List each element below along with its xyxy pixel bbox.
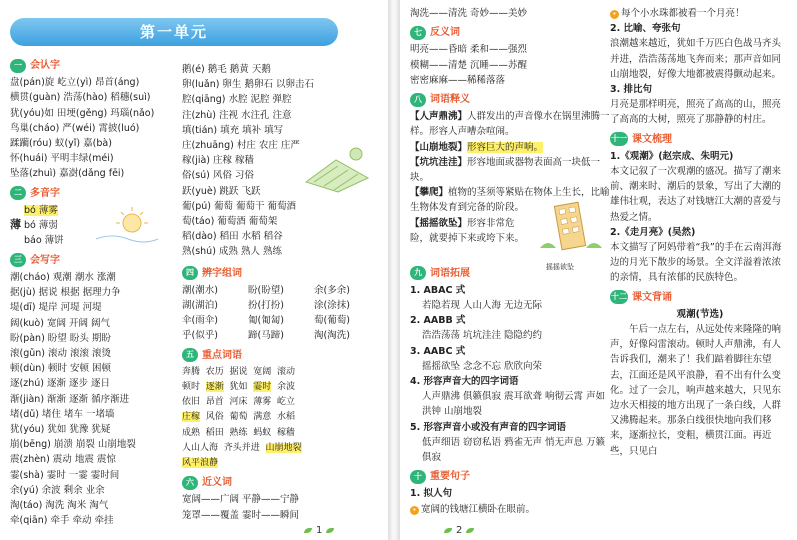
section-badge: 十二	[610, 290, 628, 304]
word: 奔腾	[182, 366, 201, 377]
table-cell: 余(多余)	[314, 284, 350, 296]
ju-line	[410, 502, 610, 517]
section-badge: 六	[182, 476, 198, 490]
tuo-body: 人声鼎沸 俱籁俱寂 震耳欲聋 响彻云霄 声如洪钟 山崩地裂	[422, 391, 606, 418]
definition: 人群发出的声音像水在锅里沸腾一样。形容人声嘈杂喧闹。	[410, 111, 610, 138]
word: 山崩地裂	[265, 442, 302, 453]
list-item: 庄(zhuāng) 村庄 农庄 庄严	[182, 140, 300, 152]
section-title: 词语释义	[430, 94, 470, 106]
middle-column	[182, 62, 382, 523]
section-badge: 三	[10, 253, 26, 267]
list-item: 密密麻麻——稀稀落落	[410, 74, 506, 86]
list-item: 阔(kuò) 宽阔 开阔 阔气	[10, 317, 111, 329]
section-title: 重点词语	[202, 349, 242, 361]
zhong-table	[182, 365, 382, 471]
table-cell: 伞(雨伞)	[182, 315, 218, 327]
section-bei	[610, 290, 790, 305]
list-item: 余(yú) 余波 剩余 业余	[10, 484, 105, 496]
word: 河床	[229, 397, 248, 408]
word: 成熟	[182, 427, 201, 438]
paragraph: 月亮是那样明亮，照亮了高高的山，照亮了高高的大树，照亮了那静静的村庄。	[610, 99, 782, 126]
table-row	[182, 395, 382, 410]
section-zhong	[182, 348, 382, 363]
jin-list	[182, 492, 382, 522]
word: 逐渐	[205, 382, 224, 393]
ju-head: 1. 拟人句	[410, 488, 453, 500]
word: 霎时	[253, 382, 272, 393]
list-item: 腔(qiāng) 水腔 泥腔 弹腔	[182, 94, 292, 106]
table-row	[182, 313, 382, 328]
page-number-text: 2	[456, 525, 463, 536]
table-cell: 萄(葡萄)	[314, 315, 350, 327]
table-row	[182, 283, 382, 298]
section-tuo	[410, 266, 610, 281]
list-item: 渐(jiàn) 渐渐 逐渐 循序渐进	[10, 393, 130, 405]
p2-right-column	[610, 6, 790, 459]
list-item: 稻(dào) 稻田 水稻 稻谷	[182, 231, 283, 243]
table-row	[182, 456, 382, 471]
word: 稼穑	[277, 427, 296, 438]
tuo-body: 摇摇欲坠 念念不忘 欣欣向荣	[422, 360, 543, 372]
section-badge: 一	[10, 59, 26, 73]
section-ci-shi	[410, 92, 610, 107]
table-row	[182, 380, 382, 395]
list-item: 霎(shà) 霎时 一霎 霎时间	[10, 469, 120, 481]
list-item: 堵(dǔ) 堵住 堵车 一堵墙	[10, 408, 115, 420]
word: 蚂蚁	[253, 427, 272, 438]
definition: 形容地面或器物表面高一块低一块。	[410, 156, 601, 184]
leaning-building-illustration-icon	[538, 198, 604, 260]
list-item: 崩(bēng) 崩溃 崩裂 山崩地裂	[10, 439, 136, 451]
section-hui-ren	[10, 58, 180, 73]
list-item: 填(tián) 填充 填补 填写	[182, 124, 284, 136]
section-title: 反义词	[430, 27, 460, 39]
ci-shi-item-with-image	[410, 216, 610, 271]
tuo-body: 浩浩荡荡 坑坑洼洼 隐隐约约	[422, 330, 543, 342]
list-item: 盼(pàn) 盼望 盼头 期盼	[10, 332, 111, 344]
table-cell: 潮(潮水)	[182, 284, 218, 296]
list-item: 笼罩——覆盖 霎时——瞬间	[182, 509, 300, 521]
word: 风平浪静	[182, 458, 219, 469]
tuo-head: 2. AABB 式	[410, 315, 466, 327]
section-badge: 九	[410, 266, 426, 280]
hui-xie-list	[10, 270, 180, 528]
section-title: 多音字	[30, 187, 60, 199]
ci-shi-item	[410, 140, 610, 155]
page-number	[440, 525, 478, 536]
table-cell: 乎(似乎)	[182, 330, 218, 342]
right-page	[400, 0, 797, 540]
list-item: 据(jù) 据说 根据 据理力争	[10, 287, 121, 299]
duo-yin-block	[10, 203, 180, 249]
section-duo-yin	[10, 186, 180, 201]
list-item: bó 薄弱	[24, 220, 58, 232]
bian-table	[182, 283, 382, 344]
term: 【人声鼎沸】	[410, 111, 468, 123]
list-item: 盘(pán)旋 屹立(yì) 昂首(áng)	[10, 77, 140, 89]
list-item: 怀(huái) 平明丰绿(méi)	[10, 153, 114, 165]
list-item: 熟(shú) 成熟 熟人 熟练	[182, 246, 282, 258]
duo-yin-char: 薄	[10, 217, 21, 231]
word: 稻田	[205, 427, 224, 438]
section-hui-xie	[10, 253, 180, 268]
paragraph: 本文描写了阿妈带着“我”的手在云南洱海边的月光下散步的场景。全文洋溢着浓浓的亲情，具有浓郁的民族特色。	[610, 242, 782, 284]
section-fan	[410, 25, 610, 40]
word: 余波	[277, 382, 296, 393]
list-item: bó 薄雾	[24, 204, 58, 216]
term: 【坑坑洼洼】	[410, 156, 468, 168]
table-row	[182, 328, 382, 343]
term: 【攀爬】	[410, 187, 449, 199]
word: 滚动	[277, 366, 296, 377]
word: 齐头并进	[223, 442, 260, 453]
p2-left-column	[410, 6, 610, 517]
table-row	[182, 365, 382, 380]
sentence: 宽阔的钱塘江横卧在眼前。	[421, 503, 536, 515]
table-cell: 盼(盼望)	[248, 284, 284, 296]
list-item: 犹(yóu) 犹如 犹豫 犹疑	[10, 424, 111, 436]
list-item: 犹(yóu)如 田埂(gěng) 玛瑙(nǎo)	[10, 107, 155, 119]
word: 屹立	[277, 397, 296, 408]
section-shu	[610, 132, 790, 147]
table-cell: 湖(湖泊)	[182, 300, 218, 312]
list-item: 潮(cháo) 观潮 潮水 涨潮	[10, 272, 116, 284]
tuo-head: 1. ABAC 式	[410, 284, 466, 296]
section-title: 辨字组词	[202, 267, 242, 279]
list-item: 俗(sú) 风俗 习俗	[182, 170, 254, 182]
leaf-icon	[466, 528, 474, 533]
leaf-icon	[304, 528, 312, 533]
list-item: 注(zhù) 注视 水注孔 注意	[182, 109, 292, 121]
list-item: 顿(dùn) 顿时 安顿 困顿	[10, 363, 112, 375]
tuo-body: 若隐若现 人山人海 无边无际	[422, 300, 543, 312]
bullet-icon: •	[410, 506, 419, 515]
poem-title: 观潮(节选)	[676, 308, 724, 320]
word: 满意	[253, 412, 272, 423]
section-jin	[182, 475, 382, 490]
leaf-icon	[326, 528, 334, 533]
definition: 形容非常危险，就要掉下来或垮下来。	[410, 217, 525, 244]
definition: 形容巨大的声响。	[467, 141, 544, 153]
section-bian	[182, 266, 382, 281]
sub-head: 2. 比喻、夸张句	[610, 23, 681, 35]
word: 犹如	[229, 382, 248, 393]
word: 昂首	[205, 397, 224, 408]
list-item: 逐(zhú) 逐渐 逐步 逐日	[10, 378, 111, 390]
page-number-text: 1	[316, 525, 323, 536]
hui-ren-list	[10, 75, 180, 181]
word: 顿时	[182, 382, 201, 393]
list-item: 萄(táo) 葡萄酒 葡萄架	[182, 216, 278, 228]
bullet-icon: •	[610, 10, 619, 19]
table-cell: 涂(涂抹)	[314, 300, 350, 312]
section-badge: 五	[182, 348, 198, 362]
word: 葡萄	[229, 412, 248, 423]
table-row	[182, 426, 382, 441]
paragraph: 本文记叙了一次观潮的盛况。描写了潮来前、潮来时、潮后的景象，写出了大潮的雄伟壮观，表达了对钱塘江大潮的喜爱与热爱之情。	[610, 166, 782, 223]
list-item	[610, 6, 790, 21]
section-title: 会认字	[30, 60, 60, 71]
list-item: 葡(pú) 葡萄 葡萄干 葡萄酒	[182, 200, 297, 212]
word: 水稻	[277, 412, 296, 423]
sun-illustration-icon	[92, 203, 162, 247]
list-item: 宽阔——广阔 平静——宁静	[182, 494, 300, 506]
section-badge: 二	[10, 186, 26, 200]
word: 风俗	[205, 412, 224, 423]
list-item: 鹅(é) 鹅毛 鹅黄 天鹅	[182, 64, 271, 75]
table-cell: 扮(打扮)	[248, 300, 284, 312]
section-title: 会写字	[30, 254, 60, 266]
list-item: 模糊——清楚 沉睡——苏醒	[410, 59, 528, 71]
list-item: 牵(qiān) 牵手 牵动 牵挂	[10, 515, 114, 527]
left-column	[10, 54, 180, 528]
term: 【摇摇欲坠】	[410, 217, 468, 229]
section-badge: 七	[410, 26, 426, 40]
list-item: 跃(yuè) 跳跃 飞跃	[182, 185, 261, 197]
table-cell: 匍(匍匐)	[248, 315, 284, 327]
section-title: 近义词	[202, 477, 232, 489]
section-title: 课文梳理	[632, 133, 672, 145]
word: 据说	[229, 366, 248, 377]
list-item: 稼(jià) 庄稼 稼穑	[182, 155, 255, 167]
tuo-head: 5. 形容声音小或没有声音的四字词语	[410, 421, 567, 433]
section-title: 词语拓展	[430, 267, 470, 279]
word: 人山人海	[182, 442, 219, 453]
section-badge: 八	[410, 93, 426, 107]
tuo-head: 3. AABC 式	[410, 345, 466, 357]
paragraph: 浪潮越来越近，犹如千万匹白色战马齐头并进，浩浩荡荡地飞奔而来；那声音如同山崩地裂，好像大地都被震得颤动起来。	[610, 38, 782, 80]
section-badge: 十一	[610, 132, 628, 146]
book-gutter	[388, 0, 400, 540]
definition: 植物的茎须等紧贴在物体上生长，比喻生物体发育到完备的阶段。	[410, 187, 610, 214]
section-ju	[410, 469, 610, 484]
leaf-icon	[444, 528, 452, 533]
term: 【山崩地裂】	[410, 141, 468, 153]
list-item: 蹂躏(róu) 蚁(yǐ) 嘉(bà)	[10, 138, 112, 150]
table-row	[182, 298, 382, 313]
list-item: 堤(dī) 堤岸 河堤 河堤	[10, 302, 102, 314]
table-row	[182, 441, 382, 456]
list-item: 横贯(guàn) 浩荡(hào) 稻穗(suì)	[10, 92, 151, 104]
word: 宽阔	[253, 366, 272, 377]
list-item: 淘(táo) 淘洗 淘米 淘气	[10, 500, 109, 512]
word: 依旧	[182, 397, 201, 408]
image-caption: 摇摇欲坠	[546, 262, 574, 271]
ci-shi-item	[410, 155, 610, 185]
list-item: 坠落(zhuì) 嘉澍(dǎng fēi)	[10, 168, 125, 180]
sub-head: 2.《走月亮》(吴然)	[610, 226, 696, 238]
list-item: 卵(luǎn) 卵生 鹅卵石 以卵击石	[182, 79, 314, 91]
table-cell: 蹄(马蹄)	[248, 330, 284, 342]
duo-yin-items	[24, 203, 64, 249]
list-item: báo 薄饼	[24, 235, 64, 247]
list-item: 明亮——昏暗 柔和——强烈	[410, 44, 528, 56]
tuo-body: 低声细语 窃窃私语 鸦雀无声 悄无声息 万籁俱寂	[422, 436, 606, 464]
sub-head: 3. 排比句	[610, 84, 653, 96]
list-item: 淘洗——清洗 奇妙——美妙	[410, 8, 528, 19]
unit-title-banner: 第一单元	[10, 18, 338, 46]
table-row	[182, 410, 382, 425]
left-page	[0, 0, 388, 540]
list-item: 震(zhèn) 震动 地震 震惊	[10, 454, 116, 466]
section-title: 课文背诵	[632, 291, 672, 303]
sub-head: 1.《观潮》(赵宗成、朱明元)	[610, 150, 734, 162]
farmland-illustration-icon	[302, 142, 372, 194]
word: 熟练	[229, 427, 248, 438]
ci-shi-item	[410, 109, 610, 139]
list-item: 鸟巢(cháo) 严(wéi) 霄披(luó)	[10, 122, 140, 134]
sentence: 每个小水珠都被看一个月亮！	[621, 8, 745, 19]
poem-body: 午后一点左右，从远处传来隆隆的响声，好像闷雷滚动。顿时人声鼎沸，有人告诉我们，潮来了！我们踮着脚往东望去，江面还是风平浪静，看不出有什么变化。过了一会儿，响声越来越大，只见东边水天相接的地方出现了一条白线，人群又沸腾起来。那条白线很快地向我们移来，逐渐拉长，变粗，横贯江面。再近些，只见白	[610, 324, 782, 457]
section-title: 重要句子	[430, 471, 470, 483]
section-badge: 四	[182, 266, 198, 280]
tuo-head: 4. 形容声音大的四字词语	[410, 376, 519, 388]
word: 农历	[205, 366, 224, 377]
page-number	[300, 525, 338, 536]
word: 庄稼	[182, 412, 201, 423]
word: 薄雾	[253, 397, 272, 408]
table-cell: 淘(淘洗)	[314, 330, 350, 342]
list-item: 滚(gǔn) 滚动 滚滚 滚烫	[10, 348, 112, 360]
section-badge: 十	[410, 470, 426, 484]
